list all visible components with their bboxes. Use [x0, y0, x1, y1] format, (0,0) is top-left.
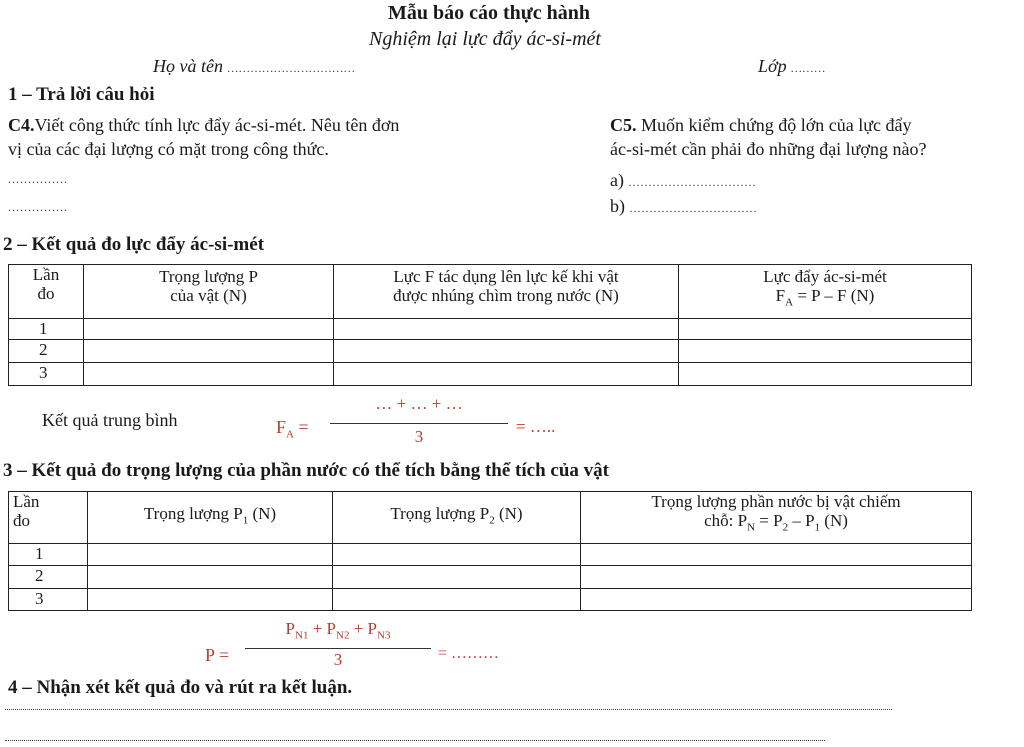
- table-row: [9, 340, 972, 363]
- c5-a-label: a): [610, 170, 629, 190]
- avg-p-numerator: $P_{N1} + P_{N2} + P_{N3}$: [285, 619, 391, 642]
- table-header-row: [9, 265, 972, 319]
- cell-p2[interactable]: [333, 544, 581, 566]
- cell-p1[interactable]: [88, 566, 333, 589]
- cell-p1[interactable]: [88, 589, 333, 611]
- header-trial: Lần đo: [9, 492, 88, 544]
- avg-fa-denominator: 3: [414, 427, 424, 446]
- header-buoyant-force: Lực đẩy ác-si-mét $F_A = P - F$ (N): [679, 265, 972, 319]
- section1-heading: 1 – Trả lời câu hỏi: [8, 84, 155, 105]
- c4-line1: Viết công thức tính lực đẩy ác-si-mét. Nêu tên đơn: [34, 115, 400, 135]
- avg-p-fraction: [245, 619, 431, 679]
- c5-answer-a: [610, 170, 756, 191]
- section2-heading: 2 – Kết quả đo lực đẩy ác-si-mét: [3, 234, 265, 255]
- avg-fa-numerator: … + … + …: [375, 394, 463, 413]
- name-field: [153, 56, 356, 77]
- c5-b-label: b): [610, 196, 630, 216]
- table-row: [9, 544, 972, 566]
- c5-line1: Muốn kiểm chứng độ lớn của lực đẩy: [641, 115, 912, 135]
- c4-label: C4.: [8, 115, 35, 135]
- c5-label: C5.: [610, 115, 637, 135]
- avg-fa-fraction: [330, 394, 508, 454]
- cell-pn[interactable]: [581, 544, 972, 566]
- cell-force[interactable]: [334, 363, 679, 386]
- avg-p-lhs: P =: [205, 645, 229, 665]
- cell-weight[interactable]: [84, 363, 334, 386]
- trial-number: 1: [9, 544, 88, 566]
- water-weight-table: [8, 491, 972, 611]
- fraction-bar: [330, 423, 508, 424]
- table-row: [9, 319, 972, 340]
- report-title: Mẫu báo cáo thực hành: [388, 2, 591, 24]
- cell-force[interactable]: [334, 319, 679, 340]
- cell-buoyant[interactable]: [679, 340, 972, 363]
- table-row: [9, 589, 972, 611]
- table-row: [9, 363, 972, 386]
- header-weight-p1: Trọng lượng $P_1$ (N): [88, 492, 333, 544]
- header-trial: Lần đo: [9, 265, 84, 319]
- cell-p2[interactable]: [333, 589, 581, 611]
- conclusion-line-1[interactable]: [5, 709, 892, 710]
- c4-blank1: ...............: [8, 172, 68, 186]
- name-dots: ……………………………: [227, 61, 356, 75]
- section3-heading: 3 – Kết quả đo trọng lượng của phần nước có thể tích bằng thể tích của vật: [3, 460, 609, 481]
- trial-number: 2: [9, 566, 88, 589]
- avg-p-denominator: 3: [333, 650, 343, 669]
- header-force-f: Lực F tác dụng lên lực kế khi vật được nhúng chìm trong nước (N): [334, 265, 679, 319]
- table-row: [9, 566, 972, 589]
- header-weight-p2: Trọng lượng $P_2$ (N): [333, 492, 581, 544]
- cell-buoyant[interactable]: [679, 363, 972, 386]
- name-label: Họ và tên: [153, 56, 223, 76]
- c5-line2: ác-si-mét cần phải đo những đại lượng nào?: [610, 139, 927, 159]
- trial-number: 3: [9, 363, 84, 386]
- trial-number: 1: [9, 319, 84, 340]
- header-weight-p: Trọng lượng P của vật (N): [84, 265, 334, 319]
- header-displaced-water: Trọng lượng phần nước bị vật chiếm chỗ: $P_N = P_2 - P_1$ (N): [581, 492, 972, 544]
- c5-b-dots: ................................: [629, 201, 758, 215]
- c4-line2: vị của các đại lượng có mặt trong công thức.: [8, 139, 329, 159]
- avg-fa-result: = …..: [516, 417, 556, 436]
- table-header-row: [9, 492, 972, 544]
- class-field: [758, 56, 826, 77]
- cell-pn[interactable]: [581, 589, 972, 611]
- cell-weight[interactable]: [84, 340, 334, 363]
- average-label: Kết quả trung bình: [42, 410, 178, 430]
- c5-question: [610, 113, 926, 161]
- cell-p1[interactable]: [88, 544, 333, 566]
- section4-heading: 4 – Nhận xét kết quả đo và rút ra kết luận.: [8, 677, 353, 698]
- cell-weight[interactable]: [84, 319, 334, 340]
- cell-force[interactable]: [334, 340, 679, 363]
- archimedes-force-table: [8, 264, 972, 386]
- trial-number: 2: [9, 340, 84, 363]
- conclusion-line-2[interactable]: [5, 740, 825, 741]
- class-label: Lớp: [758, 56, 787, 76]
- fraction-bar: [245, 648, 431, 649]
- c5-answer-b: [610, 196, 758, 217]
- report-subtitle: Nghiệm lại lực đẩy ác-si-mét: [369, 28, 601, 50]
- cell-p2[interactable]: [333, 566, 581, 589]
- class-dots: ………: [791, 61, 827, 75]
- c4-blank2: ...............: [8, 200, 68, 214]
- cell-buoyant[interactable]: [679, 319, 972, 340]
- c5-a-dots: ................................: [628, 175, 757, 189]
- trial-number: 3: [9, 589, 88, 611]
- cell-pn[interactable]: [581, 566, 972, 589]
- avg-p-result: = ………: [438, 645, 500, 662]
- avg-fa-lhs: $F_A$ =: [276, 417, 309, 441]
- c4-question: [8, 113, 399, 161]
